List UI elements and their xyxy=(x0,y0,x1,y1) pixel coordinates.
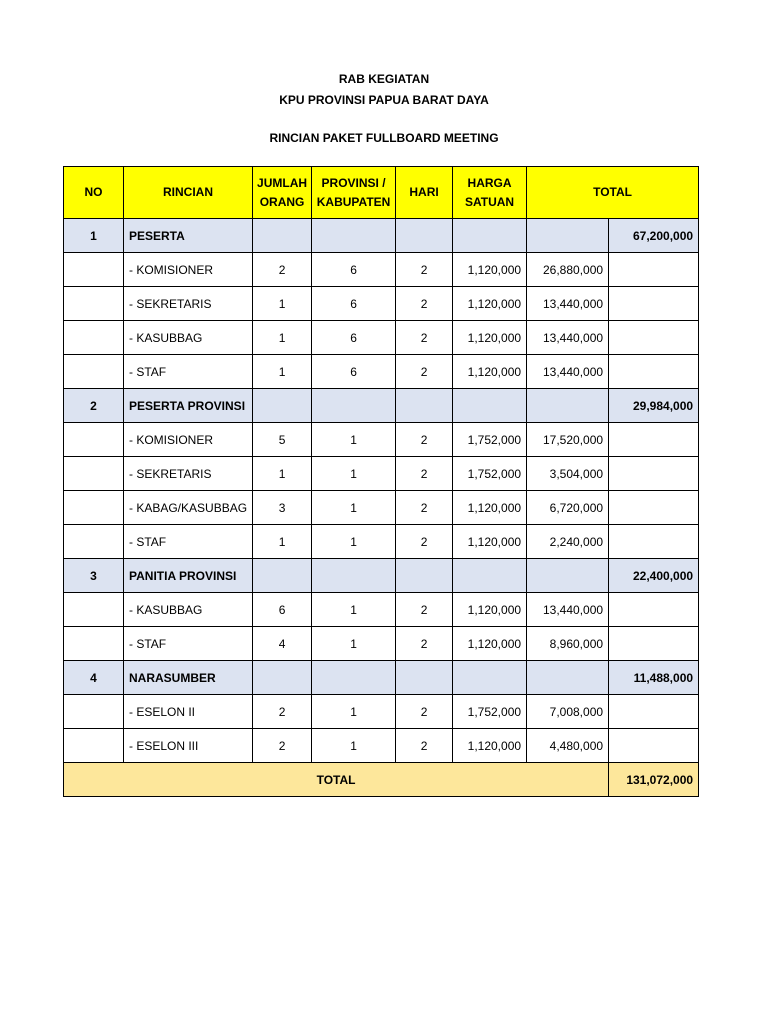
item-harga: 1,120,000 xyxy=(453,491,527,525)
empty-cell xyxy=(64,457,124,491)
group-row xyxy=(64,389,699,423)
item-provinsi: 6 xyxy=(312,287,396,321)
item-provinsi: 1 xyxy=(312,423,396,457)
header-jumlah-orang xyxy=(253,167,312,219)
item-harga: 1,120,000 xyxy=(453,355,527,389)
item-provinsi: 1 xyxy=(312,695,396,729)
header-jumlah-line1: JUMLAH xyxy=(257,175,308,190)
table-row xyxy=(64,729,699,763)
empty-cell xyxy=(609,695,699,729)
table-row xyxy=(64,321,699,355)
item-provinsi: 6 xyxy=(312,253,396,287)
header-hari: HARI xyxy=(396,167,453,219)
item-subtotal: 13,440,000 xyxy=(527,287,609,321)
item-hari: 2 xyxy=(396,423,453,457)
empty-cell xyxy=(64,423,124,457)
group-no: 1 xyxy=(64,219,124,253)
empty-cell xyxy=(396,389,453,423)
item-provinsi: 1 xyxy=(312,627,396,661)
item-subtotal: 13,440,000 xyxy=(527,593,609,627)
empty-cell xyxy=(609,321,699,355)
table-row xyxy=(64,593,699,627)
item-name: - STAF xyxy=(124,525,253,559)
table-row xyxy=(64,695,699,729)
empty-cell xyxy=(453,389,527,423)
item-harga: 1,120,000 xyxy=(453,321,527,355)
empty-cell xyxy=(64,491,124,525)
empty-cell xyxy=(253,389,312,423)
header-rincian: RINCIAN xyxy=(124,167,253,219)
grand-total-value: 131,072,000 xyxy=(609,763,699,797)
item-harga: 1,120,000 xyxy=(453,525,527,559)
item-provinsi: 1 xyxy=(312,525,396,559)
empty-cell xyxy=(64,695,124,729)
grand-total-label: TOTAL xyxy=(64,763,609,797)
item-jumlah: 2 xyxy=(253,729,312,763)
item-provinsi: 1 xyxy=(312,491,396,525)
empty-cell xyxy=(527,219,609,253)
group-name: PESERTA PROVINSI xyxy=(124,389,253,423)
empty-cell xyxy=(64,321,124,355)
empty-cell xyxy=(609,253,699,287)
item-hari: 2 xyxy=(396,729,453,763)
header-provinsi-line1: PROVINSI / xyxy=(321,175,386,190)
header-total: TOTAL xyxy=(527,167,699,219)
item-subtotal: 17,520,000 xyxy=(527,423,609,457)
empty-cell xyxy=(396,661,453,695)
item-name: - SEKRETARIS xyxy=(124,287,253,321)
item-name: - ESELON III xyxy=(124,729,253,763)
empty-cell xyxy=(453,661,527,695)
item-jumlah: 1 xyxy=(253,525,312,559)
empty-cell xyxy=(64,729,124,763)
item-hari: 2 xyxy=(396,627,453,661)
item-name: - KASUBBAG xyxy=(124,321,253,355)
item-hari: 2 xyxy=(396,253,453,287)
item-subtotal: 3,504,000 xyxy=(527,457,609,491)
empty-cell xyxy=(253,661,312,695)
section-title: RINCIAN PAKET FULLBOARD MEETING xyxy=(269,131,499,145)
grand-total-row xyxy=(64,763,699,797)
group-row xyxy=(64,559,699,593)
empty-cell xyxy=(527,389,609,423)
header-provinsi-line2: KABUPATEN xyxy=(316,194,391,209)
item-name: - KOMISIONER xyxy=(124,253,253,287)
table-row xyxy=(64,525,699,559)
group-row xyxy=(64,661,699,695)
empty-cell xyxy=(453,559,527,593)
item-subtotal: 13,440,000 xyxy=(527,355,609,389)
item-hari: 2 xyxy=(396,593,453,627)
empty-cell xyxy=(609,457,699,491)
empty-cell xyxy=(312,389,396,423)
group-total: 22,400,000 xyxy=(609,559,699,593)
item-jumlah: 1 xyxy=(253,287,312,321)
empty-cell xyxy=(609,729,699,763)
item-jumlah: 1 xyxy=(253,355,312,389)
group-name: PANITIA PROVINSI xyxy=(124,559,253,593)
empty-cell xyxy=(609,627,699,661)
item-hari: 2 xyxy=(396,287,453,321)
item-hari: 2 xyxy=(396,491,453,525)
item-name: - KOMISIONER xyxy=(124,423,253,457)
empty-cell xyxy=(312,219,396,253)
empty-cell xyxy=(609,593,699,627)
item-name: - ESELON II xyxy=(124,695,253,729)
header-provinsi-kabupaten xyxy=(312,167,396,219)
item-hari: 2 xyxy=(396,695,453,729)
item-jumlah: 2 xyxy=(253,695,312,729)
empty-cell xyxy=(253,219,312,253)
table-header-row xyxy=(64,167,699,219)
item-name: - KASUBBAG xyxy=(124,593,253,627)
item-harga: 1,120,000 xyxy=(453,287,527,321)
item-hari: 2 xyxy=(396,457,453,491)
empty-cell xyxy=(609,423,699,457)
item-subtotal: 7,008,000 xyxy=(527,695,609,729)
item-provinsi: 1 xyxy=(312,593,396,627)
document-subtitle: KPU PROVINSI PAPUA BARAT DAYA xyxy=(279,93,489,107)
header-jumlah-line2: ORANG xyxy=(259,194,305,209)
header-harga-line1: HARGA xyxy=(467,175,512,190)
group-total: 11,488,000 xyxy=(609,661,699,695)
item-subtotal: 2,240,000 xyxy=(527,525,609,559)
item-name: - SEKRETARIS xyxy=(124,457,253,491)
table-row xyxy=(64,355,699,389)
item-harga: 1,120,000 xyxy=(453,593,527,627)
item-harga: 1,120,000 xyxy=(453,729,527,763)
group-name: PESERTA xyxy=(124,219,253,253)
empty-cell xyxy=(64,593,124,627)
item-jumlah: 2 xyxy=(253,253,312,287)
item-jumlah: 1 xyxy=(253,321,312,355)
item-subtotal: 4,480,000 xyxy=(527,729,609,763)
item-jumlah: 4 xyxy=(253,627,312,661)
header-no: NO xyxy=(64,167,124,219)
empty-cell xyxy=(64,355,124,389)
empty-cell xyxy=(609,525,699,559)
table-row xyxy=(64,627,699,661)
item-harga: 1,120,000 xyxy=(453,627,527,661)
item-name: - STAF xyxy=(124,355,253,389)
document-title: RAB KEGIATAN xyxy=(338,72,430,86)
item-hari: 2 xyxy=(396,321,453,355)
item-harga: 1,752,000 xyxy=(453,695,527,729)
empty-cell xyxy=(64,287,124,321)
group-no: 2 xyxy=(64,389,124,423)
table-row xyxy=(64,457,699,491)
empty-cell xyxy=(453,219,527,253)
group-total: 67,200,000 xyxy=(609,219,699,253)
table-row xyxy=(64,491,699,525)
item-jumlah: 1 xyxy=(253,457,312,491)
empty-cell xyxy=(312,559,396,593)
item-name: - KABAG/KASUBBAG xyxy=(124,491,253,525)
header-harga-satuan xyxy=(453,167,527,219)
item-hari: 2 xyxy=(396,525,453,559)
item-provinsi: 1 xyxy=(312,457,396,491)
item-provinsi: 1 xyxy=(312,729,396,763)
item-provinsi: 6 xyxy=(312,321,396,355)
budget-table xyxy=(63,166,699,797)
table-row xyxy=(64,253,699,287)
item-harga: 1,120,000 xyxy=(453,253,527,287)
empty-cell xyxy=(609,355,699,389)
item-subtotal: 13,440,000 xyxy=(527,321,609,355)
group-no: 4 xyxy=(64,661,124,695)
item-harga: 1,752,000 xyxy=(453,423,527,457)
empty-cell xyxy=(64,253,124,287)
header-harga-line2: SATUAN xyxy=(464,194,515,209)
empty-cell xyxy=(64,525,124,559)
group-total: 29,984,000 xyxy=(609,389,699,423)
empty-cell xyxy=(609,491,699,525)
item-subtotal: 6,720,000 xyxy=(527,491,609,525)
empty-cell xyxy=(312,661,396,695)
item-jumlah: 3 xyxy=(253,491,312,525)
empty-cell xyxy=(396,559,453,593)
item-jumlah: 6 xyxy=(253,593,312,627)
empty-cell xyxy=(609,287,699,321)
table-body xyxy=(64,219,699,763)
item-name: - STAF xyxy=(124,627,253,661)
empty-cell xyxy=(527,559,609,593)
item-harga: 1,752,000 xyxy=(453,457,527,491)
item-subtotal: 8,960,000 xyxy=(527,627,609,661)
item-subtotal: 26,880,000 xyxy=(527,253,609,287)
empty-cell xyxy=(527,661,609,695)
empty-cell xyxy=(64,627,124,661)
item-jumlah: 5 xyxy=(253,423,312,457)
group-name: NARASUMBER xyxy=(124,661,253,695)
empty-cell xyxy=(253,559,312,593)
table-row xyxy=(64,287,699,321)
group-row xyxy=(64,219,699,253)
group-no: 3 xyxy=(64,559,124,593)
table-row xyxy=(64,423,699,457)
item-hari: 2 xyxy=(396,355,453,389)
empty-cell xyxy=(396,219,453,253)
item-provinsi: 6 xyxy=(312,355,396,389)
